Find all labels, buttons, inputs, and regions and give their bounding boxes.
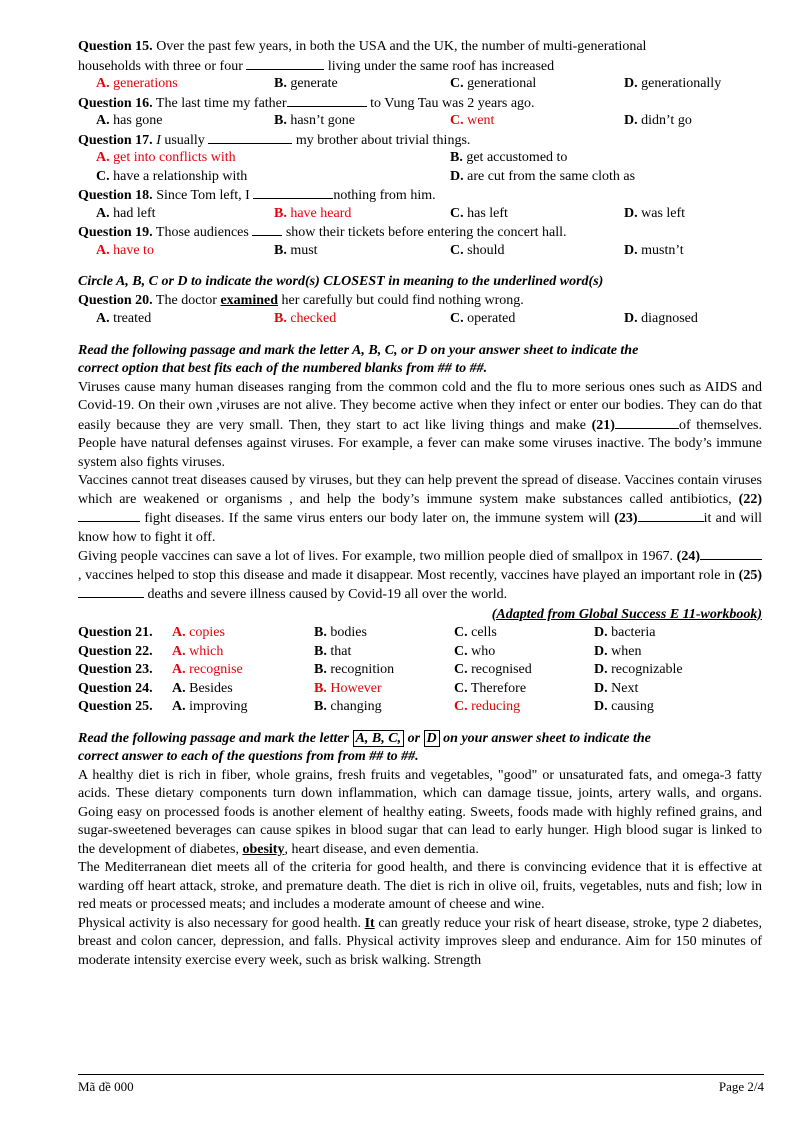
question-text: nothing from him.: [333, 188, 436, 203]
page-number: Page 2/4: [718, 1079, 764, 1094]
question-text: to Vung Tau was 2 years ago.: [366, 95, 535, 111]
answer-blank: [78, 585, 144, 598]
blank-number-22: (22): [738, 491, 762, 507]
option-b[interactable]: B. However: [314, 680, 382, 696]
option-b[interactable]: B. checked: [274, 311, 337, 326]
option-d[interactable]: D. causing: [594, 699, 654, 714]
option-c[interactable]: C. recognised: [454, 662, 532, 677]
question-text: Since Tom left, I: [152, 188, 254, 203]
option-b[interactable]: B. bodies: [314, 625, 367, 640]
answer-row-25: [78, 698, 762, 717]
question-16-options: [78, 112, 762, 131]
blank-number-21: (21): [591, 417, 615, 433]
passage2-instruction-line2: correct answer to each of the questions from from ## to ##.: [78, 749, 419, 764]
question-20-options: [78, 310, 762, 329]
option-b[interactable]: B. changing: [314, 699, 382, 714]
question-label: Question 24.: [78, 680, 153, 696]
question-label: Question 25.: [78, 699, 153, 714]
option-a[interactable]: A. have to: [96, 242, 154, 258]
answer-row-22: [78, 643, 762, 662]
exam-code: Mã đề 000: [78, 1079, 134, 1094]
blank-number-24: (24): [676, 549, 700, 564]
answer-grid: [78, 624, 762, 717]
option-d[interactable]: D. when: [594, 643, 642, 659]
question-label: Question 21.: [78, 625, 153, 640]
passage2-instruction-line1: Read the following passage and mark the letter A, B, C, or D on your answer sheet to indicate the: [78, 730, 651, 746]
answer-row-24: [78, 680, 762, 699]
question-18-options: [78, 205, 762, 224]
option-b[interactable]: B. recognition: [314, 662, 395, 677]
option-a[interactable]: A. Besides: [172, 680, 233, 696]
option-a[interactable]: A. get into conflicts with: [96, 150, 236, 165]
option-d[interactable]: D. recognizable: [594, 662, 683, 677]
underlined-word: It: [364, 915, 375, 931]
option-b[interactable]: B. hasn’t gone: [274, 113, 356, 128]
answer-row-21: [78, 624, 762, 643]
option-a[interactable]: A. has gone: [96, 113, 163, 128]
answer-blank: [700, 547, 762, 560]
option-d[interactable]: D. bacteria: [594, 625, 656, 640]
question-label: Question 19.: [78, 225, 153, 240]
answer-blank: [615, 416, 679, 429]
option-a[interactable]: A. which: [172, 643, 224, 659]
boxed-letter: D: [424, 730, 440, 747]
question-15-options: [78, 75, 762, 94]
passage-instruction-line1: Read the following passage and mark the letter A, B, C, or D on your answer sheet to indicate the: [78, 342, 639, 358]
question-label: Question 20.: [78, 292, 153, 308]
passage-paragraph: A healthy diet is rich in fiber, whole grains, fresh fruits and vegetables, "good" or unsaturated fats, and omega-3 fatty acids. These dietary components turn down inflammation, which can damage tissue, joints, artery walls, and organs. Going easy on processed foods is another element of healthy eating. Sweets, foods made with highly refined grains, and sugar-sweetened beverages can cause spikes in blood sugar that can lead to early hunger. High blood sugar is linked to the development of diabetes, obesity, heart disease, and even dementia.: [78, 767, 762, 857]
option-c[interactable]: C. should: [450, 242, 505, 258]
question-label: Question 15.: [78, 39, 153, 54]
passage-paragraph: Giving people vaccines can save a lot of lives. For example, two million people died of smallpox in 1967. (24) , vaccines helped to stop this disease and made it disappear. Most recently, vaccines have played an important role in (25) deaths and severe illness caused by Covid-19 all over the world.: [78, 549, 762, 602]
question-17-stem: [78, 131, 762, 150]
section-instruction: Circle A, B, C or D to indicate the word(s) CLOSEST in meaning to the underlined word(s): [78, 274, 604, 289]
question-text: show their tickets before entering the concert hall.: [282, 225, 567, 240]
question-text: The doctor: [152, 292, 221, 308]
question-text: her carefully but could find nothing wrong.: [278, 292, 524, 308]
question-label: Question 18.: [78, 188, 153, 203]
option-d[interactable]: D. Next: [594, 680, 639, 696]
answer-blank: [208, 131, 292, 144]
question-label: Question 16.: [78, 95, 153, 111]
answer-blank: [252, 223, 282, 236]
answer-blank: [78, 509, 140, 522]
option-b[interactable]: B. generate: [274, 76, 338, 91]
option-c[interactable]: C. who: [454, 643, 496, 659]
option-a[interactable]: A. copies: [172, 625, 225, 640]
passage-healthy-diet: [78, 767, 762, 971]
question-text: Over the past few years, in both the USA and the UK, the number of multi-generational: [152, 39, 647, 54]
question-text: living under the same roof has increased: [324, 58, 555, 74]
question-17-options-row2: [78, 168, 762, 187]
option-c[interactable]: C. generational: [450, 76, 537, 91]
question-text: Those audiences: [152, 225, 253, 240]
passage-viruses: [78, 379, 762, 605]
blank-number-23: (23): [614, 511, 638, 526]
option-d[interactable]: D. was left: [624, 205, 686, 221]
boxed-letters: A, B, C,: [353, 730, 405, 747]
option-d[interactable]: D. mustn’t: [624, 242, 684, 258]
option-c[interactable]: C. reducing: [454, 699, 521, 714]
option-b[interactable]: B. that: [314, 643, 352, 659]
option-b[interactable]: B. must: [274, 242, 318, 258]
option-b[interactable]: B. get accustomed to: [450, 150, 568, 165]
option-d[interactable]: D. are cut from the same cloth as: [450, 168, 636, 184]
option-a[interactable]: A. generations: [96, 76, 178, 91]
passage-paragraph: Vaccines cannot treat diseases caused by viruses, but they can help prevent the spread of disease. Vaccines contain viruses which are weakened or organisms , and help the body’s immune system make substances called antibiotics, (22) fight diseases. If the same virus enters our body later on, the immune system will (23) it and will know how to fight it off.: [78, 473, 762, 545]
option-a[interactable]: A. treated: [96, 311, 152, 326]
exam-page: [78, 38, 762, 970]
answer-blank: [253, 186, 333, 199]
question-16-stem: [78, 94, 762, 113]
question-label: Question 23.: [78, 662, 153, 677]
option-c[interactable]: C. has left: [450, 205, 508, 221]
option-a[interactable]: A. improving: [172, 699, 248, 714]
question-17-options-row1: [78, 149, 762, 168]
question-15-stem: [78, 38, 762, 57]
question-18-stem: [78, 186, 762, 205]
option-c[interactable]: C. operated: [450, 311, 516, 326]
question-15-stem-2: [78, 57, 762, 76]
option-c[interactable]: C. cells: [454, 625, 497, 640]
question-text: households with three or four: [78, 58, 247, 74]
question-text: usually: [160, 132, 209, 148]
question-19-stem: [78, 223, 762, 242]
answer-blank: [246, 57, 324, 70]
blank-number-25: (25): [738, 567, 762, 583]
page-footer: [78, 1074, 764, 1094]
passage-instruction-line2: correct option that best fits each of the numbered blanks from ## to ##.: [78, 361, 488, 376]
option-d[interactable]: D. didn’t go: [624, 113, 692, 128]
option-c[interactable]: C. Therefore: [454, 680, 527, 696]
passage-paragraph: The Mediterranean diet meets all of the criteria for good health, and there is convincing evidence that it is effective at warding off heart attack, stroke, and premature death. The diet is rich in olive oil, fruits, vegetables, nuts and fish; low in red meats or processed meats; and includes a moderate amount of cheese and wine.: [78, 860, 762, 912]
question-19-options: [78, 242, 762, 261]
question-text: my brother about trivial things.: [292, 132, 471, 148]
option-a[interactable]: A. had left: [96, 205, 156, 221]
option-b[interactable]: B. have heard: [274, 205, 352, 221]
passage-paragraph: Viruses cause many human diseases ranging from the common cold and the flu to more serious ones such as AIDS and Covid-19. On their own ,viruses are not alive. They become active when they infect or enter our bodies. They can do that easily because they are very small. Then, they start to act like living things and make (21) of themselves. People have natural defenses against viruses. For example, a fever can make some viruses inactive. The body’s immune system also fights viruses.: [78, 379, 762, 470]
passage-paragraph: Physical activity is also necessary for good health. It can greatly reduce your risk of heart disease, stroke, type 2 diabetes, breast and colon cancer, depression, and falls. Physical activity improves sleep and endurance. Aim for 150 minutes of moderate intensity exercise every week, such as brisk walking. Strength: [78, 915, 762, 968]
option-a[interactable]: A. recognise: [172, 662, 243, 677]
question-label: Question 22.: [78, 643, 153, 659]
underlined-word: obesity: [242, 841, 285, 857]
answer-blank: [287, 94, 367, 107]
question-text: The last time my father: [152, 95, 287, 111]
option-c[interactable]: C. have a relationship with: [96, 168, 248, 184]
passage-source: (Adapted from Global Success E 11-workbook): [491, 606, 762, 622]
question-label: Question 17.: [78, 132, 153, 148]
option-d[interactable]: D. generationally: [624, 76, 722, 91]
question-text: I: [152, 132, 161, 148]
answer-row-23: [78, 661, 762, 680]
underlined-word: examined: [220, 292, 279, 308]
answer-blank: [638, 509, 704, 522]
option-c[interactable]: C. went: [450, 113, 495, 128]
option-d[interactable]: D. diagnosed: [624, 311, 698, 326]
question-20-stem: [78, 292, 762, 311]
